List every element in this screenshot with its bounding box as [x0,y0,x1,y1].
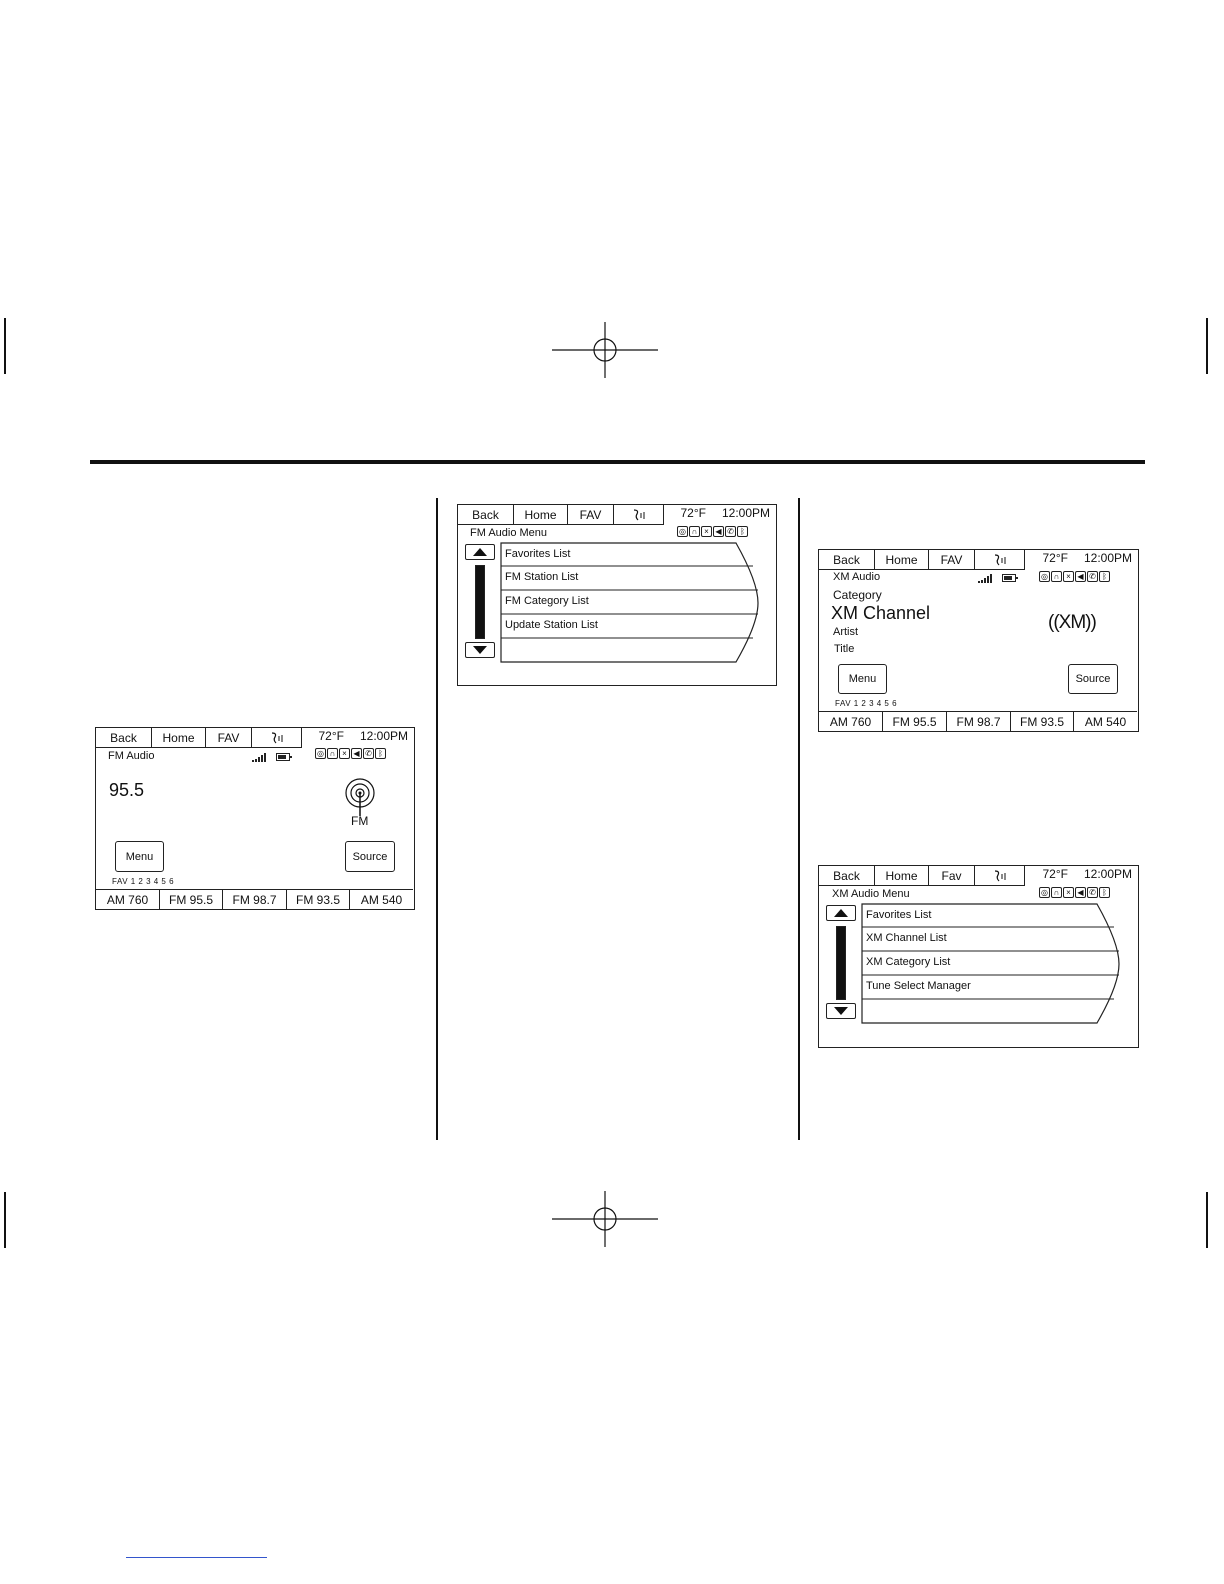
registration-mark-bottom [552,1191,658,1247]
clock: 12:00PM [1083,867,1132,881]
voice-button[interactable] [975,550,1025,570]
menu-item[interactable]: Favorites List [505,548,571,560]
preset-button[interactable]: FM 95.5 [160,890,223,909]
clock-area [1042,867,1132,881]
artist-label: Artist [833,626,859,638]
preset-button[interactable]: FM 98.7 [947,712,1011,731]
status-icons [1039,887,1110,898]
fm-audio-menu-screen [457,504,777,686]
temperature: 72°F [680,506,706,520]
fav-page-indicator: FAV 1 2 3 4 5 6 [112,877,175,886]
fav-button[interactable]: FAV [206,728,252,748]
band-label: FM [351,814,369,828]
scroll-down-button[interactable] [826,1003,856,1019]
menu-button[interactable]: Menu [838,664,887,694]
top-bar [819,550,1025,570]
phone-icon: ✆ [1087,571,1098,582]
menu-item[interactable]: XM Category List [866,956,951,968]
screen-title: FM Audio Menu [470,527,548,539]
clock: 12:00PM [721,506,770,520]
voice-icon [992,869,1008,883]
home-button[interactable]: Home [152,728,206,748]
voice-icon [269,731,285,745]
menu-item[interactable]: FM Category List [505,595,589,607]
temperature: 72°F [1042,867,1068,881]
channel-name: XM Channel [831,603,931,623]
back-button[interactable]: Back [458,505,514,525]
back-button[interactable]: Back [819,866,875,886]
preset-button[interactable]: FM 98.7 [223,890,287,909]
shuffle-icon: × [339,748,350,759]
home-button[interactable]: Home [875,866,929,886]
voice-icon [992,553,1008,567]
headphones-icon: ∩ [1051,571,1062,582]
signal-strength-icon [978,573,992,583]
clock: 12:00PM [1083,551,1132,565]
bluetooth-icon: ᛒ [375,748,386,759]
speaker-icon: ◀ [1075,571,1086,582]
preset-button[interactable]: AM 760 [96,890,160,909]
fav-page-indicator: FAV 1 2 3 4 5 6 [835,699,898,708]
title-label: Title [834,643,855,655]
top-bar [819,866,1025,886]
clock: 12:00PM [359,729,408,743]
registration-mark-top [552,322,658,378]
headphones-icon: ∩ [1051,887,1062,898]
speaker-icon: ◀ [1075,887,1086,898]
voice-icon [631,508,647,522]
scroll-down-button[interactable] [465,642,495,658]
battery-icon [276,753,290,761]
home-button[interactable]: Home [514,505,568,525]
shuffle-icon: × [1063,887,1074,898]
shuffle-icon: × [1063,571,1074,582]
speaker-icon: ◀ [351,748,362,759]
top-bar [458,505,664,525]
menu-item[interactable]: FM Station List [505,571,579,583]
preset-bar [819,711,1137,731]
bluetooth-icon: ᛒ [737,526,748,537]
phone-icon: ✆ [725,526,736,537]
xm-audio-menu-screen [818,865,1139,1048]
source-button[interactable]: Source [345,841,395,872]
scrollbar[interactable] [836,926,846,1000]
temperature: 72°F [1042,551,1068,565]
temperature: 72°F [318,729,344,743]
header-rule [90,460,1145,464]
top-bar [96,728,302,748]
voice-button[interactable] [975,866,1025,886]
phone-icon: ✆ [363,748,374,759]
speaker-icon: ◀ [713,526,724,537]
xm-audio-screen [818,549,1139,732]
preset-button[interactable]: FM 95.5 [883,712,947,731]
frequency: 95.5 [109,780,145,800]
fm-antenna-icon [344,778,376,818]
back-button[interactable]: Back [96,728,152,748]
arrow-down-icon [473,646,487,654]
clock-area [1042,551,1132,565]
column-divider-left [436,498,438,1140]
arrow-down-icon [834,1007,848,1015]
xm-logo: ((XM)) [1048,612,1096,633]
bluetooth-icon: ᛒ [1099,887,1110,898]
preset-button[interactable]: AM 540 [1084,714,1127,729]
voice-button[interactable] [614,505,664,525]
menu-item[interactable]: Favorites List [866,909,932,921]
menu-item[interactable]: Tune Select Manager [866,980,971,992]
cd-icon: ◎ [1039,887,1050,898]
cd-icon: ◎ [1039,571,1050,582]
preset-button[interactable]: FM 93.5 [1011,712,1074,731]
signal-strength-icon [252,752,266,762]
status-icons [677,526,748,537]
bluetooth-icon: ᛒ [1099,571,1110,582]
crop-mark-bottom-right [1206,1192,1208,1248]
cd-icon: ◎ [315,748,326,759]
scroll-up-button[interactable] [826,905,856,921]
battery-icon [1002,574,1016,582]
crop-mark-bottom-left [4,1192,6,1248]
crop-mark-top-left [4,318,6,374]
screen-title: XM Audio Menu [832,888,910,900]
footer-link-rule [126,1557,267,1558]
source-button[interactable]: Source [1068,664,1118,694]
fav-button[interactable]: Fav [929,866,975,886]
scroll-up-button[interactable] [465,544,495,560]
fav-button[interactable]: FAV [929,550,975,570]
voice-button[interactable] [252,728,302,748]
menu-item[interactable]: XM Channel List [866,932,947,944]
preset-bar [96,889,413,909]
home-button[interactable]: Home [875,550,929,570]
menu-button[interactable]: Menu [115,841,164,872]
back-button[interactable]: Back [819,550,875,570]
headphones-icon: ∩ [689,526,700,537]
fm-audio-screen [95,727,415,910]
shuffle-icon: × [701,526,712,537]
phone-icon: ✆ [1087,887,1098,898]
clock-area [680,506,770,520]
crop-mark-top-right [1206,318,1208,374]
clock-area [318,729,408,743]
screen-title: XM Audio [833,571,881,583]
column-divider-right [798,498,800,1140]
menu-item[interactable]: Update Station List [505,619,598,631]
arrow-up-icon [473,548,487,556]
cd-icon: ◎ [677,526,688,537]
preset-button[interactable]: FM 93.5 [287,890,350,909]
preset-button[interactable]: AM 760 [819,712,883,731]
arrow-up-icon [834,909,848,917]
status-icons [315,748,386,759]
scrollbar[interactable] [475,565,485,639]
headphones-icon: ∩ [327,748,338,759]
preset-button[interactable]: AM 540 [360,892,403,907]
status-icons [1039,571,1110,582]
fav-button[interactable]: FAV [568,505,614,525]
category-label: Category [833,588,882,602]
screen-title: FM Audio [108,750,155,762]
